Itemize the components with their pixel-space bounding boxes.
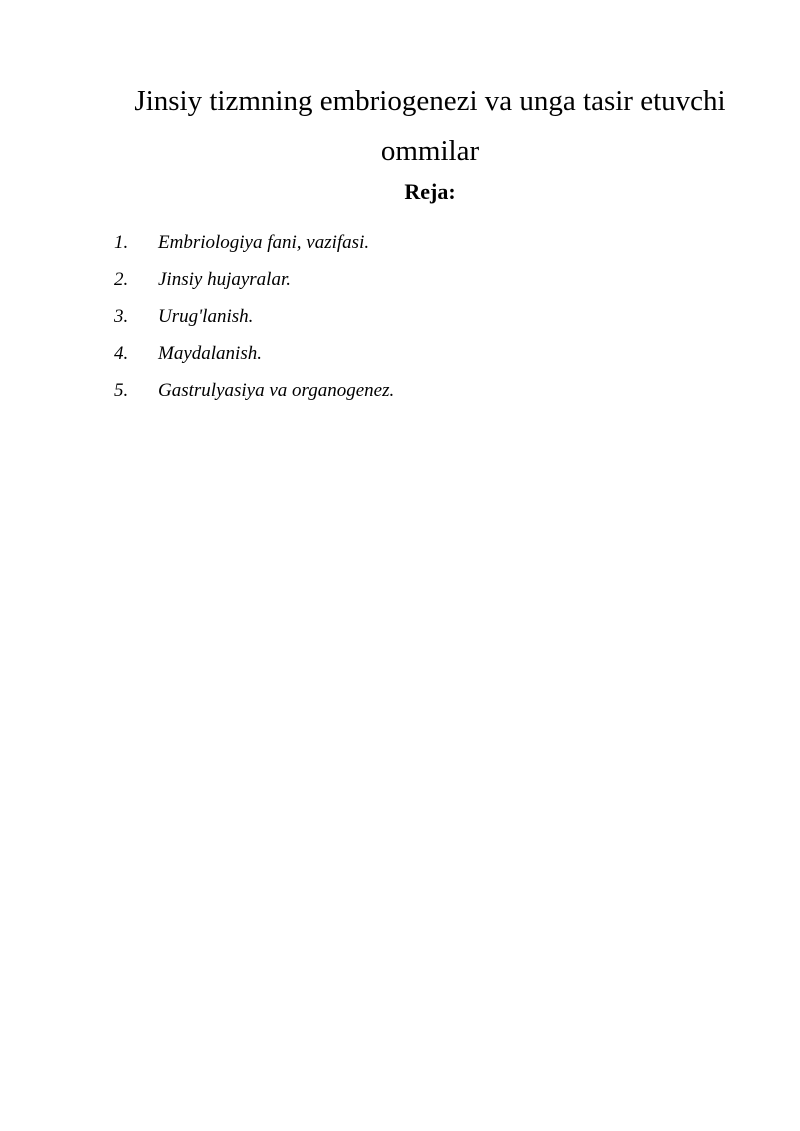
list-item [0,232,700,269]
list-item-number: 3. [114,306,129,327]
document-title: Jinsiy tizmning embriogenezi va unga tasir etuvchi ommilar [134,85,726,167]
list-item [0,380,700,417]
list-item-number: 1. [114,232,129,253]
list-item [0,269,700,306]
list-item-text: Jinsiy hujayralar. [158,269,291,290]
list-item [0,306,700,343]
plan-list [0,232,700,417]
list-item-text: Embriologiya fani, vazifasi. [158,232,370,253]
list-item-number: 4. [114,343,129,364]
list-item [0,343,700,380]
plan-heading: Reja: [404,179,456,204]
list-item-text: Maydalanish. [158,343,262,364]
list-item-number: 2. [114,269,129,290]
list-item-text: Urug'lanish. [158,306,254,327]
list-item-number: 5. [114,380,129,401]
list-item-text: Gastrulyasiya va organogenez. [158,380,395,401]
